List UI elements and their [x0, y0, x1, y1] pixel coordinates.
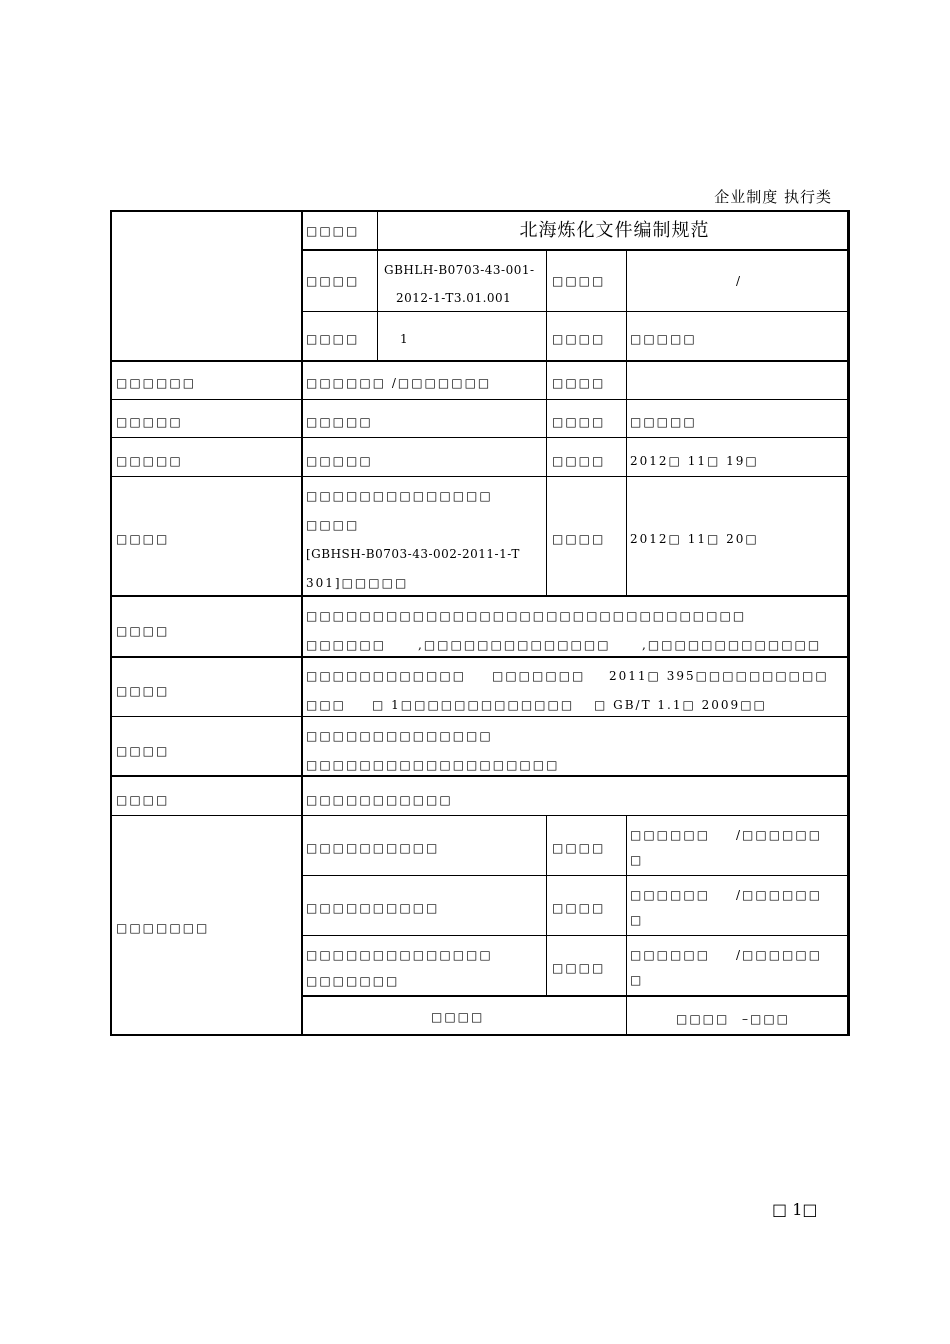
approval-footer-right-a: □□□□ [676, 1012, 730, 1026]
row-divider [112, 399, 847, 400]
approval-role-2: □□□□□□□□□□ [306, 901, 440, 915]
row-divider [301, 311, 847, 312]
approval-label2-1: □□□□ [552, 841, 606, 855]
row5-value-line1: □□□□□□□□□□□□□□□□□□□□□□□□□□□□□□□□□ [306, 609, 747, 623]
row4-value-line3: [GBHSH-B0703-43-002-2011-1-T [306, 547, 520, 561]
approval-value-1c: □ [630, 853, 644, 867]
row6-value-line1c: 2011□ 395□□□□□ [609, 669, 763, 683]
column-divider [546, 816, 547, 996]
approval-value-2b: /□□□□□□ [736, 888, 823, 902]
row3-value: □□□□□ [306, 454, 373, 468]
column-divider [847, 212, 849, 1034]
column-divider [546, 360, 547, 596]
row7-value-line2: □□□□□□□□□□□□□□□□□□□ [306, 758, 560, 772]
approval-role-3-line2: □□□□□□□ [306, 974, 400, 988]
version-value: 1 [400, 332, 410, 346]
row6-value-line1b: □□□□□□□ [492, 669, 586, 683]
approval-label: □□□□□□□ [116, 921, 210, 935]
doc-code-line2: 2012-1-T3.01.001 [396, 291, 512, 305]
row5-value-line2c: ,□□□□□□□□□□□□□ [642, 638, 822, 652]
row4-value2: 2012□ 11□ 20□ [630, 532, 759, 546]
approval-footer-left: □□□□ [431, 1010, 485, 1024]
row6-value-line2a: □□□ [306, 698, 347, 712]
row-divider [112, 595, 847, 597]
version-label: □□□□ [306, 332, 360, 346]
row2-value: □□□□□ [306, 415, 373, 429]
row4-value-line1: □□□□□□□□□□□□□□ [306, 489, 493, 503]
row-divider [112, 476, 847, 477]
document-control-table [110, 210, 850, 1036]
row-divider [112, 815, 847, 816]
row2-value2: □□□□□ [630, 415, 697, 429]
approval-value-3a: □□□□□□ [630, 948, 711, 962]
row4-value-line4: 301]□□□□□ [306, 576, 409, 590]
secret-level-label: □□□□ [552, 274, 606, 288]
row4-label: □□□□ [116, 532, 170, 546]
row-divider [301, 875, 847, 876]
row-divider [301, 249, 847, 251]
row3-label: □□□□□ [116, 454, 183, 468]
row3-label2: □□□□ [552, 454, 606, 468]
row6-value-line2b: □ 1□□□□□□□□□□□□□ [372, 698, 575, 712]
row7-label: □□□□ [116, 744, 170, 758]
row7-value-line1: □□□□□□□□□□□□□□ [306, 729, 493, 743]
approval-value-3b: /□□□□□□ [736, 948, 823, 962]
doc-code-line1: GBHLH-B0703-43-001- [384, 263, 535, 277]
approval-role-1: □□□□□□□□□□ [306, 841, 440, 855]
row6-value-line1a: □□□□□□□□□□□□ [306, 669, 467, 683]
row4-value-line2: □□□□ [306, 518, 360, 532]
row2-label: □□□□□ [116, 415, 183, 429]
secret-level-value: / [736, 274, 743, 288]
approval-value-3c: □ [630, 973, 644, 987]
row2-label2: □□□□ [552, 415, 606, 429]
column-divider [546, 249, 547, 360]
row-divider [301, 995, 847, 997]
row5-value-line2a: □□□□□□ [306, 638, 387, 652]
row8-value: □□□□□□□□□□□ [306, 793, 453, 807]
doc-title: 北海炼化文件编制规范 [519, 220, 710, 241]
doc-code-label: □□□□ [306, 274, 360, 288]
approval-value-2a: □□□□□□ [630, 888, 711, 902]
status-label: □□□□ [552, 332, 606, 346]
row6-value-line1d: □□□□□ [762, 669, 829, 683]
row8-label: □□□□ [116, 793, 170, 807]
approval-value-1b: /□□□□□□ [736, 828, 823, 842]
row3-value2: 2012□ 11□ 19□ [630, 454, 759, 468]
doc-name-label: □□□□ [306, 224, 360, 238]
row5-label: □□□□ [116, 624, 170, 638]
approval-value-1a: □□□□□□ [630, 828, 711, 842]
row1-label: □□□□□□ [116, 376, 197, 390]
document-category: 企业制度 执行类 [714, 188, 832, 206]
row5-value-line2b: ,□□□□□□□□□□□□□□ [418, 638, 611, 652]
row4-label2: □□□□ [552, 532, 606, 546]
row1-label2: □□□□ [552, 376, 606, 390]
row6-label: □□□□ [116, 684, 170, 698]
row-divider [112, 437, 847, 438]
row-divider [301, 935, 847, 936]
row6-value-line2c: □ GB/T 1.1□ 2009□□ [594, 698, 767, 712]
approval-label2-3: □□□□ [552, 961, 606, 975]
row1-value: □□□□□□ /□□□□□□□ [306, 376, 492, 390]
approval-label2-2: □□□□ [552, 901, 606, 915]
status-value: □□□□□ [630, 332, 697, 346]
approval-role-3: □□□□□□□□□□□□□□ [306, 948, 493, 962]
approval-value-2c: □ [630, 913, 644, 927]
approval-footer-right-b: –□□□ [742, 1012, 791, 1026]
page-number: □ 1□ [772, 1200, 818, 1219]
row-divider [112, 360, 847, 362]
